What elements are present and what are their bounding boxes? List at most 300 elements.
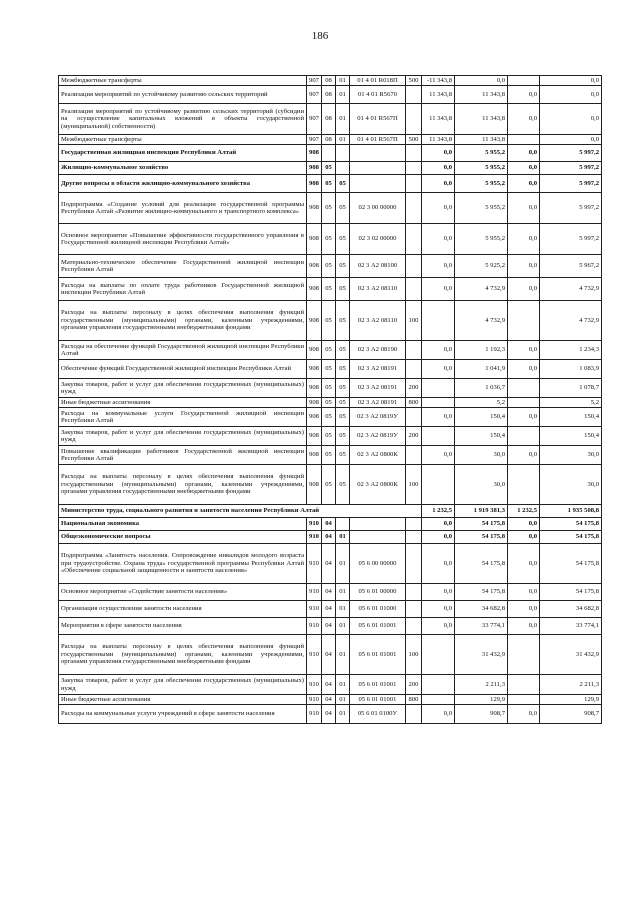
row-amount-2: 150,4 — [455, 427, 508, 446]
row-amount-4: 1 234,3 — [540, 341, 602, 360]
row-section-code: 05 — [322, 398, 336, 408]
table-row — [59, 505, 602, 518]
row-target-article: 05 6 01 01001 — [350, 675, 406, 695]
row-expense-type — [406, 408, 422, 427]
row-amount-1: 0,0 — [422, 341, 455, 360]
row-section-code: 08 — [322, 86, 336, 104]
row-amount-3: 0,0 — [508, 544, 540, 584]
row-amount-4: 0,0 — [540, 86, 602, 104]
row-expense-type: 800 — [406, 398, 422, 408]
row-target-article: 02 3 А2 08191 — [350, 398, 406, 408]
row-amount-2: 150,4 — [455, 408, 508, 427]
row-section-code: 05 — [322, 360, 336, 379]
row-ministry-code: 910 — [307, 518, 322, 531]
row-expense-type — [406, 518, 422, 531]
row-ministry-code: 910 — [307, 705, 322, 724]
row-name: Реализация мероприятий по устойчивому развитию сельских территорий (субсидии на осуществление капитальных вложений в объекты государственной (муниципальной) собственности) — [59, 104, 307, 135]
row-amount-3: 0,0 — [508, 193, 540, 224]
row-subsection-code: 01 — [336, 635, 350, 675]
row-expense-type — [406, 705, 422, 724]
row-ministry-code: 908 — [307, 162, 322, 175]
row-ministry-code: 907 — [307, 104, 322, 135]
row-amount-3: 0,0 — [508, 162, 540, 175]
row-expense-type: 500 — [406, 76, 422, 86]
row-target-article: 02 3 А2 0800К — [350, 446, 406, 465]
row-amount-3: 0,0 — [508, 341, 540, 360]
row-ministry-code: 908 — [307, 446, 322, 465]
row-ministry-code: 907 — [307, 86, 322, 104]
row-amount-1 — [422, 675, 455, 695]
row-subsection-code — [336, 145, 350, 162]
row-amount-2: 0,0 — [455, 76, 508, 86]
row-amount-3 — [508, 301, 540, 341]
row-subsection-code: 01 — [336, 104, 350, 135]
row-amount-4: 31 432,9 — [540, 635, 602, 675]
row-amount-4: 908,7 — [540, 705, 602, 724]
row-ministry-code: 908 — [307, 193, 322, 224]
table-row — [59, 427, 602, 446]
row-expense-type: 200 — [406, 379, 422, 398]
row-expense-type — [406, 104, 422, 135]
row-amount-2: 31 432,9 — [455, 635, 508, 675]
row-section-code: 05 — [322, 427, 336, 446]
row-ministry-code: 908 — [307, 224, 322, 255]
row-amount-4: 0,0 — [540, 76, 602, 86]
row-subsection-code: 05 — [336, 301, 350, 341]
row-amount-2: 11 343,8 — [455, 135, 508, 145]
table-row — [59, 695, 602, 705]
row-target-article: 02 3 02 00000 — [350, 224, 406, 255]
row-amount-1: 0,0 — [422, 360, 455, 379]
row-amount-4: 129,9 — [540, 695, 602, 705]
row-target-article: 05 6 01 01001 — [350, 618, 406, 635]
row-amount-1: 0,0 — [422, 175, 455, 193]
row-expense-type: 100 — [406, 635, 422, 675]
row-amount-1: 0,0 — [422, 145, 455, 162]
row-subsection-code: 01 — [336, 135, 350, 145]
row-amount-3: 0,0 — [508, 518, 540, 531]
row-amount-4: 5 997,2 — [540, 162, 602, 175]
table-row — [59, 584, 602, 601]
row-amount-1: 1 232,5 — [422, 505, 455, 518]
row-amount-1 — [422, 695, 455, 705]
row-target-article — [350, 531, 406, 544]
row-name: Иные бюджетные ассигнования — [59, 398, 307, 408]
row-amount-2: 54 175,8 — [455, 531, 508, 544]
row-amount-1: 0,0 — [422, 278, 455, 301]
row-expense-type: 500 — [406, 135, 422, 145]
row-subsection-code: 05 — [336, 360, 350, 379]
row-target-article: 05 6 00 00000 — [350, 544, 406, 584]
row-amount-3: 0,0 — [508, 86, 540, 104]
row-expense-type — [406, 193, 422, 224]
row-subsection-code: 01 — [336, 584, 350, 601]
row-amount-4: 0,0 — [540, 104, 602, 135]
page-number: 186 — [311, 30, 329, 42]
row-name: Организация осуществления занятости населения — [59, 601, 307, 618]
row-amount-2: 5 955,2 — [455, 193, 508, 224]
row-amount-1: 0,0 — [422, 518, 455, 531]
row-name: Жилищно-коммунальное хозяйство — [59, 162, 307, 175]
row-target-article — [350, 518, 406, 531]
row-target-article: 05 6 01 01001 — [350, 695, 406, 705]
row-amount-2: 30,0 — [455, 446, 508, 465]
table-row — [59, 635, 602, 675]
row-subsection-code: 05 — [336, 341, 350, 360]
row-name: Расходы на выплаты персоналу в целях обеспечения выполнения функций государственными (муниципальными) органами, казенными учреждениями, органами управления государственными внебюджетными фондами — [59, 301, 307, 341]
row-amount-1: 0,0 — [422, 584, 455, 601]
row-amount-2: 33 774,1 — [455, 618, 508, 635]
row-expense-type — [406, 584, 422, 601]
row-amount-3 — [508, 398, 540, 408]
table-row — [59, 175, 602, 193]
row-subsection-code: 01 — [336, 675, 350, 695]
row-section-code: 05 — [322, 379, 336, 398]
row-section-code: 08 — [322, 76, 336, 86]
row-amount-2: 1 192,3 — [455, 341, 508, 360]
row-ministry-code: 910 — [307, 531, 322, 544]
row-section-code: 05 — [322, 408, 336, 427]
row-section-code: 04 — [322, 705, 336, 724]
table-row — [59, 278, 602, 301]
row-amount-2: 5 925,2 — [455, 255, 508, 278]
row-amount-1: 11 343,8 — [422, 86, 455, 104]
row-ministry-code: 908 — [307, 360, 322, 379]
row-name: Другие вопросы в области жилищно-коммунального хозяйства — [59, 175, 307, 193]
row-amount-3: 0,0 — [508, 360, 540, 379]
table-row — [59, 301, 602, 341]
row-name: Основное мероприятие «Повышение эффективности государственного управления в Государственной жилищной инспекции Республики Алтай» — [59, 224, 307, 255]
row-subsection-code: 01 — [336, 86, 350, 104]
row-expense-type — [406, 601, 422, 618]
row-expense-type — [406, 544, 422, 584]
row-target-article: 02 3 А2 0819У — [350, 408, 406, 427]
row-amount-1: 0,0 — [422, 162, 455, 175]
row-section-code: 05 — [322, 255, 336, 278]
row-amount-2: 4 732,9 — [455, 301, 508, 341]
row-name: Основное мероприятие «Содействие занятости населения» — [59, 584, 307, 601]
row-amount-3: 0,0 — [508, 531, 540, 544]
row-ministry-code: 908 — [307, 398, 322, 408]
row-subsection-code: 01 — [336, 705, 350, 724]
row-subsection-code: 01 — [336, 531, 350, 544]
row-expense-type — [406, 360, 422, 379]
row-expense-type — [406, 255, 422, 278]
table-row — [59, 76, 602, 86]
row-ministry-code: 908 — [307, 175, 322, 193]
row-name: Государственная жилищная инспекция Республики Алтай — [59, 145, 307, 162]
row-amount-3: 0,0 — [508, 601, 540, 618]
row-name: Материально-техническое обеспечение Государственной жилищной инспекции Республики Алтай — [59, 255, 307, 278]
row-subsection-code: 01 — [336, 618, 350, 635]
row-amount-1 — [422, 379, 455, 398]
row-amount-1: 0,0 — [422, 544, 455, 584]
row-expense-type — [406, 341, 422, 360]
row-name: Расходы на коммунальные услуги Государственной жилищной инспекции Республики Алтай — [59, 408, 307, 427]
row-amount-2: 2 211,3 — [455, 675, 508, 695]
row-target-article: 02 3 А2 08100 — [350, 255, 406, 278]
table-row — [59, 162, 602, 175]
row-section-code: 05 — [322, 465, 336, 505]
row-target-article: 01 4 01 R567П — [350, 135, 406, 145]
row-subsection-code: 05 — [336, 427, 350, 446]
row-ministry-code: 910 — [307, 695, 322, 705]
row-name: Расходы на выплаты по оплате труда работников Государственной жилищной инспекции Республики Алтай — [59, 278, 307, 301]
row-ministry-code: 907 — [307, 76, 322, 86]
row-amount-4: 54 175,8 — [540, 531, 602, 544]
row-amount-4: 30,0 — [540, 465, 602, 505]
row-section-code: 08 — [322, 135, 336, 145]
row-amount-4: 5 997,2 — [540, 145, 602, 162]
row-ministry-code: 908 — [307, 379, 322, 398]
table-row — [59, 398, 602, 408]
row-amount-2: 30,0 — [455, 465, 508, 505]
row-target-article: 05 6 01 01001 — [350, 635, 406, 675]
table-row — [59, 255, 602, 278]
row-amount-3: 0,0 — [508, 224, 540, 255]
row-amount-3: 1 232,5 — [508, 505, 540, 518]
row-target-article: 01 4 01 R018П — [350, 76, 406, 86]
row-name: Расходы на выплаты персоналу в целях обеспечения выполнения функций государственными (муниципальными) органами, казенными учреждениями, органами управления государственными внебюджетными фондами — [59, 465, 307, 505]
row-subsection-code: 05 — [336, 193, 350, 224]
row-amount-2: 34 682,8 — [455, 601, 508, 618]
row-target-article — [350, 162, 406, 175]
table-row — [59, 518, 602, 531]
row-amount-4: 34 682,8 — [540, 601, 602, 618]
table-row — [59, 531, 602, 544]
row-amount-3: 0,0 — [508, 408, 540, 427]
row-ministry-code: 910 — [307, 618, 322, 635]
table-row — [59, 601, 602, 618]
row-subsection-code: 05 — [336, 408, 350, 427]
budget-table — [58, 75, 602, 724]
row-amount-4: 0,0 — [540, 135, 602, 145]
row-section-code: 05 — [322, 175, 336, 193]
row-name: Министерство труда, социального развития и занятости населения Республики Алтай — [59, 505, 422, 518]
row-amount-1 — [422, 398, 455, 408]
row-ministry-code: 910 — [307, 544, 322, 584]
row-expense-type — [406, 86, 422, 104]
row-amount-3 — [508, 695, 540, 705]
row-target-article: 02 3 А2 08110 — [350, 278, 406, 301]
row-amount-2: 54 175,8 — [455, 544, 508, 584]
row-amount-2: 11 343,8 — [455, 104, 508, 135]
row-section-code: 04 — [322, 601, 336, 618]
row-name: Расходы на обеспечение функций Государственной жилищной инспекции Республики Алтай — [59, 341, 307, 360]
row-amount-4: 5 997,2 — [540, 224, 602, 255]
row-amount-1: 0,0 — [422, 705, 455, 724]
row-amount-4: 150,4 — [540, 427, 602, 446]
row-subsection-code: 01 — [336, 601, 350, 618]
row-amount-3 — [508, 427, 540, 446]
row-amount-1: 0,0 — [422, 193, 455, 224]
table-row — [59, 104, 602, 135]
row-subsection-code: 01 — [336, 695, 350, 705]
row-amount-1: 0,0 — [422, 408, 455, 427]
table-row — [59, 341, 602, 360]
row-subsection-code: 05 — [336, 255, 350, 278]
row-amount-3 — [508, 675, 540, 695]
row-amount-4: 33 774,1 — [540, 618, 602, 635]
row-amount-1 — [422, 465, 455, 505]
row-ministry-code: 910 — [307, 635, 322, 675]
row-target-article: 05 6 01 0100У — [350, 705, 406, 724]
table-row — [59, 446, 602, 465]
row-amount-3 — [508, 635, 540, 675]
row-amount-1: -11 343,8 — [422, 76, 455, 86]
row-amount-4: 54 175,8 — [540, 518, 602, 531]
row-amount-2: 1 919 381,3 — [455, 505, 508, 518]
row-name: Межбюджетные трансферты — [59, 135, 307, 145]
row-ministry-code: 908 — [307, 341, 322, 360]
row-subsection-code: 05 — [336, 175, 350, 193]
row-amount-3 — [508, 135, 540, 145]
row-amount-1: 0,0 — [422, 618, 455, 635]
row-amount-2: 11 343,8 — [455, 86, 508, 104]
row-name: Обеспечение функций Государственной жилищной инспекции Республики Алтай — [59, 360, 307, 379]
row-name: Закупка товаров, работ и услуг для обеспечения государственных (муниципальных) нужд — [59, 379, 307, 398]
row-subsection-code — [336, 518, 350, 531]
row-ministry-code: 910 — [307, 675, 322, 695]
row-expense-type — [406, 446, 422, 465]
table-row — [59, 193, 602, 224]
row-amount-4: 1 078,7 — [540, 379, 602, 398]
row-expense-type — [406, 162, 422, 175]
row-section-code: 05 — [322, 278, 336, 301]
row-ministry-code: 908 — [307, 427, 322, 446]
row-section-code: 04 — [322, 618, 336, 635]
row-subsection-code: 05 — [336, 379, 350, 398]
row-section-code: 05 — [322, 341, 336, 360]
row-amount-1 — [422, 427, 455, 446]
row-target-article: 02 3 А2 08191 — [350, 379, 406, 398]
row-amount-1: 0,0 — [422, 224, 455, 255]
table-row — [59, 135, 602, 145]
table-row — [59, 465, 602, 505]
row-name: Расходы на выплаты персоналу в целях обеспечения выполнения функций государственными (муниципальными) органами, казенными учреждениями, органами управления государственными внебюджетными фондами — [59, 635, 307, 675]
row-ministry-code: 908 — [307, 255, 322, 278]
row-subsection-code: 05 — [336, 465, 350, 505]
row-name: Расходы на коммунальные услуги учреждений в сфере занятости населения — [59, 705, 307, 724]
row-expense-type — [406, 224, 422, 255]
row-amount-3: 0,0 — [508, 255, 540, 278]
row-amount-3: 0,0 — [508, 145, 540, 162]
row-expense-type: 100 — [406, 465, 422, 505]
row-target-article — [350, 175, 406, 193]
row-name: Мероприятия в сфере занятости населения — [59, 618, 307, 635]
row-amount-4: 5,2 — [540, 398, 602, 408]
row-amount-3: 0,0 — [508, 618, 540, 635]
row-target-article: 05 6 01 01000 — [350, 601, 406, 618]
row-section-code — [322, 145, 336, 162]
row-amount-1 — [422, 301, 455, 341]
row-name: Закупка товаров, работ и услуг для обеспечения государственных (муниципальных) нужд — [59, 427, 307, 446]
row-expense-type — [406, 145, 422, 162]
row-subsection-code: 05 — [336, 224, 350, 255]
row-amount-1: 0,0 — [422, 255, 455, 278]
row-amount-2: 129,9 — [455, 695, 508, 705]
table-row — [59, 705, 602, 724]
row-amount-4: 1 083,9 — [540, 360, 602, 379]
row-amount-3 — [508, 76, 540, 86]
row-subsection-code: 05 — [336, 398, 350, 408]
row-name: Иные бюджетные ассигнования — [59, 695, 307, 705]
row-amount-1: 0,0 — [422, 446, 455, 465]
row-section-code: 04 — [322, 635, 336, 675]
row-section-code: 05 — [322, 162, 336, 175]
row-name: Национальная экономика — [59, 518, 307, 531]
row-expense-type — [406, 531, 422, 544]
row-amount-3: 0,0 — [508, 104, 540, 135]
table-row — [59, 544, 602, 584]
row-amount-3: 0,0 — [508, 278, 540, 301]
row-subsection-code: 05 — [336, 278, 350, 301]
row-amount-4: 2 211,3 — [540, 675, 602, 695]
row-section-code: 04 — [322, 675, 336, 695]
row-section-code: 08 — [322, 104, 336, 135]
row-amount-2: 1 036,7 — [455, 379, 508, 398]
row-amount-4: 4 732,9 — [540, 301, 602, 341]
row-target-article: 02 3 00 00000 — [350, 193, 406, 224]
row-expense-type — [406, 618, 422, 635]
row-target-article: 02 3 А2 0819У — [350, 427, 406, 446]
row-target-article: 01 4 01 R5670 — [350, 86, 406, 104]
row-amount-1 — [422, 635, 455, 675]
row-amount-3 — [508, 465, 540, 505]
row-amount-2: 54 175,8 — [455, 518, 508, 531]
row-section-code: 05 — [322, 193, 336, 224]
table-row — [59, 145, 602, 162]
row-amount-2: 5 955,2 — [455, 162, 508, 175]
row-name: Повышение квалификации работников Государственной жилищной инспекции Республики Алтай — [59, 446, 307, 465]
row-section-code: 05 — [322, 301, 336, 341]
row-name: Общеэкономические вопросы — [59, 531, 307, 544]
row-amount-3: 0,0 — [508, 175, 540, 193]
row-ministry-code: 908 — [307, 408, 322, 427]
table-row — [59, 379, 602, 398]
row-ministry-code: 910 — [307, 601, 322, 618]
row-amount-4: 5 997,2 — [540, 175, 602, 193]
row-amount-4: 30,0 — [540, 446, 602, 465]
row-amount-3: 0,0 — [508, 446, 540, 465]
row-target-article: 02 3 А2 08110 — [350, 301, 406, 341]
row-subsection-code — [336, 162, 350, 175]
row-ministry-code: 908 — [307, 465, 322, 505]
row-subsection-code: 01 — [336, 544, 350, 584]
row-amount-3: 0,0 — [508, 705, 540, 724]
row-name: Закупка товаров, работ и услуг для обеспечения государственных (муниципальных) нужд — [59, 675, 307, 695]
row-expense-type: 800 — [406, 695, 422, 705]
row-expense-type: 100 — [406, 301, 422, 341]
row-amount-4: 54 175,8 — [540, 584, 602, 601]
row-amount-4: 1 935 508,8 — [540, 505, 602, 518]
row-target-article: 05 6 01 00000 — [350, 584, 406, 601]
row-amount-2: 1 041,9 — [455, 360, 508, 379]
row-amount-1: 0,0 — [422, 531, 455, 544]
row-ministry-code: 908 — [307, 145, 322, 162]
row-expense-type — [406, 278, 422, 301]
row-amount-2: 5 955,2 — [455, 145, 508, 162]
table-row — [59, 86, 602, 104]
row-amount-4: 5 967,2 — [540, 255, 602, 278]
table-row — [59, 618, 602, 635]
table-row — [59, 360, 602, 379]
row-section-code: 04 — [322, 531, 336, 544]
row-section-code: 04 — [322, 544, 336, 584]
row-amount-1: 0,0 — [422, 601, 455, 618]
table-row — [59, 224, 602, 255]
row-amount-2: 5 955,2 — [455, 175, 508, 193]
